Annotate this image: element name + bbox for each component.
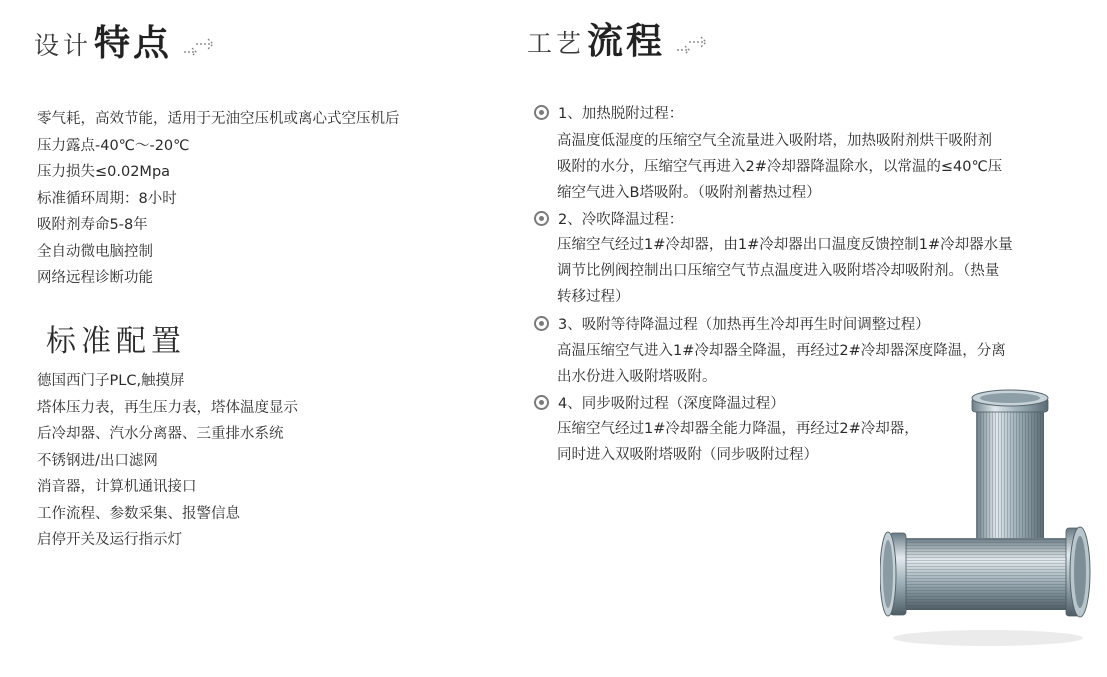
config-item: 启停开关及运行指示灯 [37, 532, 182, 548]
step-title-text: 2、冷吹降温过程： [558, 212, 684, 228]
features-list [37, 106, 400, 292]
process-step-1-title [530, 102, 683, 123]
step-line: 高温压缩空气进入1#冷却器全降温，再经过2#冷却器深度降温，分离 [557, 343, 1006, 359]
process-title-small: 工艺 [527, 29, 586, 58]
target-circle-icon [534, 105, 549, 120]
step-title-text: 1、加热脱附过程： [558, 106, 684, 122]
step-title-text: 4、同步吸附过程（深度降温过程） [558, 396, 785, 412]
step-line: 压缩空气经过1#冷却器全能力降温，再经过2#冷却器， [557, 421, 919, 437]
process-step-4-title [530, 392, 785, 413]
step-line: 调节比例阀控制出口压缩空气节点温度进入吸附塔冷却吸附剂。（热量 [557, 263, 1000, 279]
features-title-big: 特点 [94, 23, 173, 64]
features-item: 吸附剂寿命5-8年 [37, 217, 148, 233]
features-item: 零气耗，高效节能，适用于无油空压机或离心式空压机后 [37, 111, 400, 127]
step-line: 转移过程） [557, 289, 630, 305]
step-line: 缩空气进入B塔吸附。（吸附剂蓄热过程） [557, 185, 821, 201]
process-step-2-body [557, 232, 1013, 310]
process-step-1-body [557, 128, 1002, 206]
target-circle-icon [534, 395, 549, 410]
config-item: 后冷却器、汽水分离器、三重排水系统 [37, 426, 284, 442]
features-item: 压力露点-40℃～-20℃ [37, 137, 190, 154]
double-arrow-icon [182, 36, 220, 58]
config-item: 不锈钢进/出口滤网 [37, 452, 158, 469]
target-circle-icon [534, 211, 549, 226]
config-item: 德国西门子PLC,触摸屏 [37, 373, 185, 389]
step-title-text: 3、吸附等待降温过程（加热再生冷却再生时间调整过程） [558, 317, 930, 333]
target-circle-icon [534, 316, 549, 331]
filter-cylinder-image [880, 388, 1095, 650]
process-step-4-body [557, 416, 919, 468]
standard-config-list [37, 368, 298, 554]
config-item: 工作流程、参数采集、报警信息 [37, 505, 240, 522]
features-title-small: 设计 [34, 31, 93, 60]
features-item: 压力损失≤0.02Mpa [37, 164, 171, 180]
features-item: 全自动微电脑控制 [37, 243, 153, 260]
standard-config-title: 标准配置 [46, 324, 186, 359]
step-line: 同时进入双吸附塔吸附（同步吸附过程） [557, 447, 818, 463]
process-step-2-title [530, 208, 683, 229]
step-line: 高温度低湿度的压缩空气全流量进入吸附塔，加热吸附剂烘干吸附剂 [557, 133, 992, 149]
process-step-3-body [557, 338, 1006, 390]
process-heading [527, 21, 713, 62]
process-title-big: 流程 [587, 21, 666, 62]
double-arrow-icon [675, 34, 713, 56]
step-line: 出水份进入吸附塔吸附。 [557, 369, 717, 385]
process-step-3-title [530, 313, 930, 334]
features-heading [34, 23, 220, 64]
features-item: 网络远程诊断功能 [37, 270, 153, 286]
step-line: 压缩空气经过1#冷却器，由1#冷却器出口温度反馈控制1#冷却器水量 [557, 237, 1013, 253]
step-line: 吸附的水分，压缩空气再进入2#冷却器降温除水，以常温的≤40℃压 [557, 159, 1003, 175]
config-item: 消音器，计算机通讯接口 [37, 479, 197, 495]
config-item: 塔体压力表，再生压力表，塔体温度显示 [37, 399, 298, 416]
features-item: 标准循环周期：8小时 [37, 190, 177, 207]
